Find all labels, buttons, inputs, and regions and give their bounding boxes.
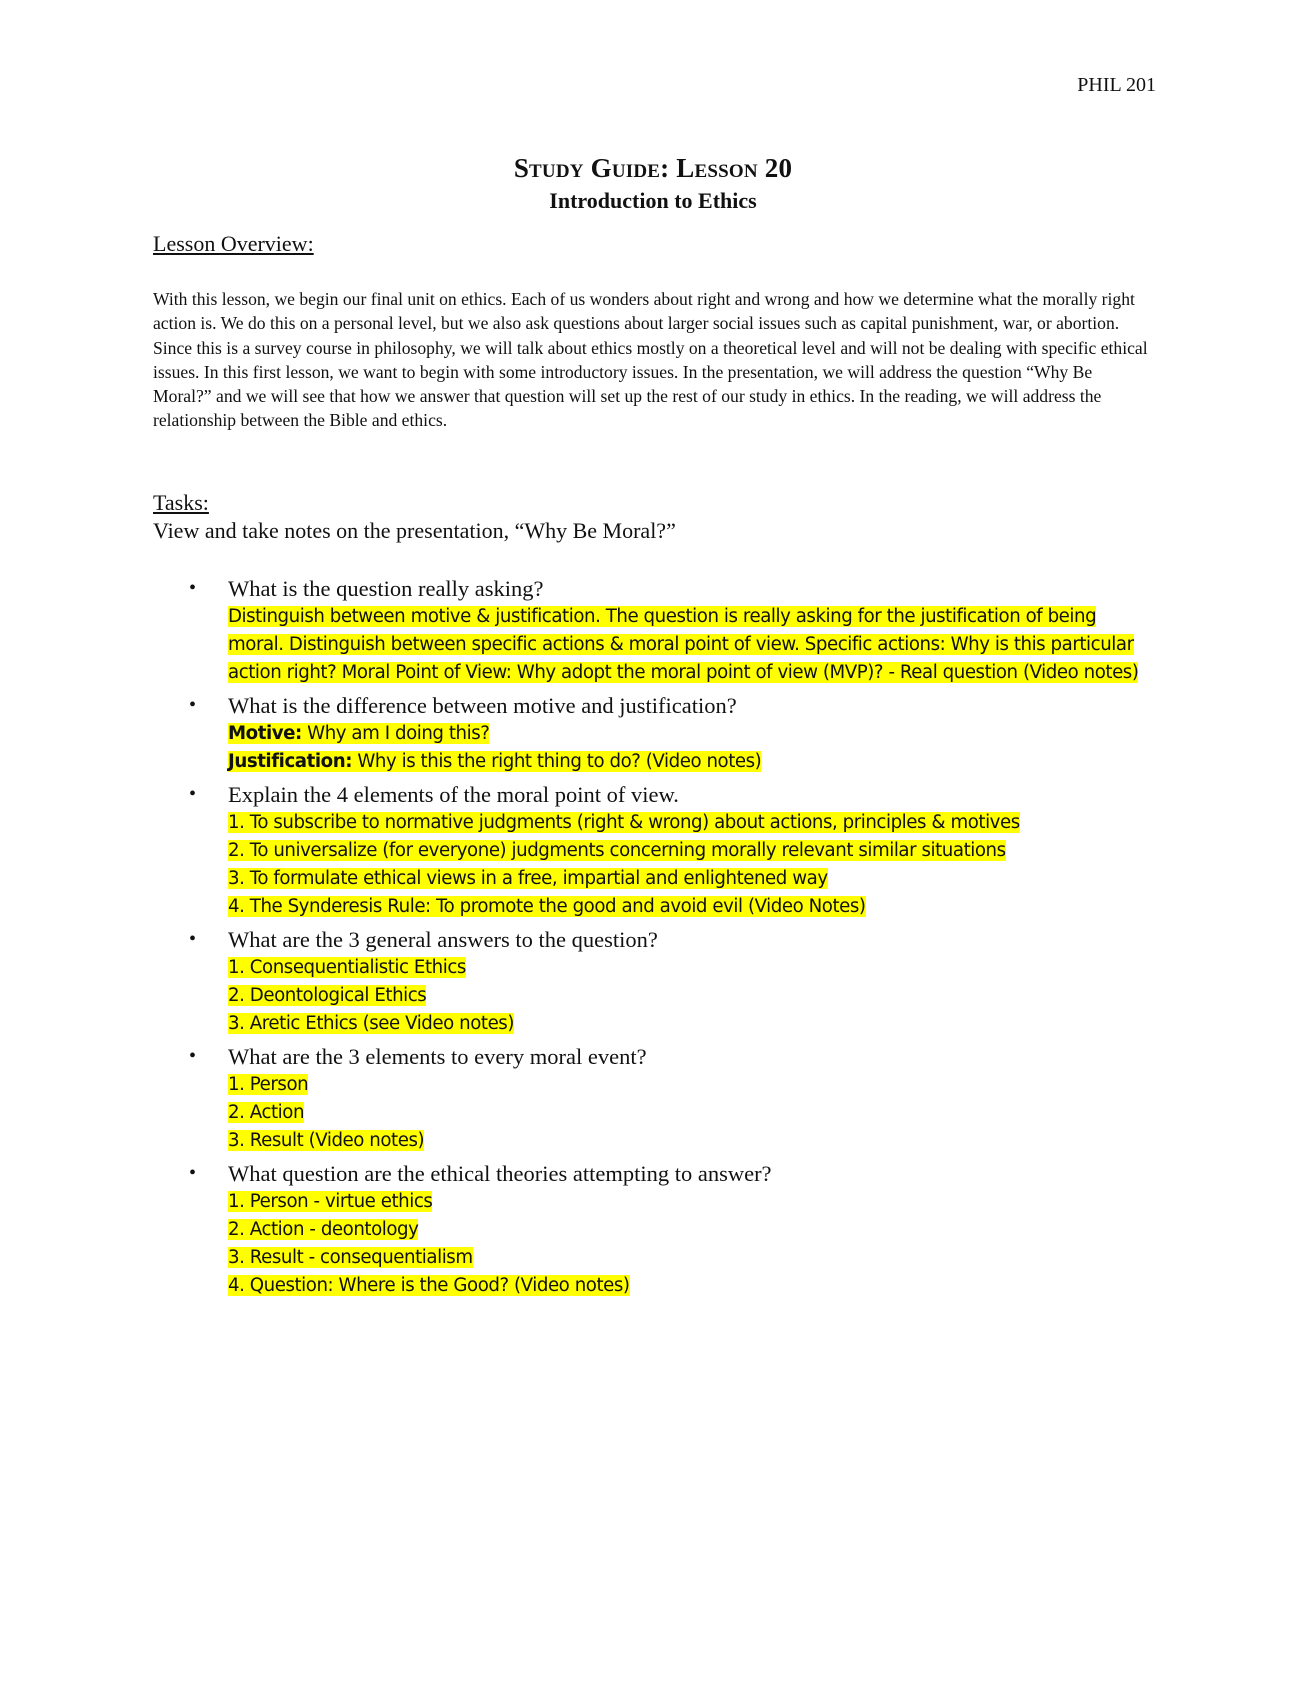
overview-heading: Lesson Overview: (153, 231, 314, 256)
list-item (0, 780, 1306, 921)
list-item (0, 925, 1306, 1038)
list-item (0, 691, 1306, 776)
answer-line (228, 982, 1153, 1010)
highlighted-answer: 2. Action - deontology (228, 1219, 419, 1240)
bullet-icon: • (189, 577, 197, 599)
highlighted-answer: 3. Result - consequentialism (228, 1247, 473, 1268)
bullet-icon: • (189, 1045, 197, 1067)
answer-line (228, 1216, 1153, 1244)
answer-line (228, 1010, 1153, 1038)
question-text: What question are the ethical theories attempting to answer? (228, 1161, 772, 1186)
tasks-heading: Tasks: (153, 490, 209, 515)
answer-line (228, 954, 1153, 982)
answer-line (228, 809, 1153, 837)
highlighted-answer: 1. Person (228, 1074, 309, 1095)
answer-label: Justification: (228, 751, 353, 772)
answer-line (228, 1099, 1153, 1127)
tasks-intro: View and take notes on the presentation, “Why Be Moral?” (153, 518, 676, 543)
highlighted-answer: 3. To formulate ethical views in a free, impartial and enlightened way (228, 868, 828, 889)
answer-label: Motive: (228, 723, 302, 744)
highlighted-answer: 3. Aretic Ethics (see Video notes) (228, 1013, 514, 1034)
question-text: What is the question really asking? (228, 576, 544, 601)
overview-paragraph: With this lesson, we begin our final unit on ethics. Each of us wonders about right and wrong and how we determine what the morally right action is. We do this on a personal level, but we also ask questions about larger social issues such as capital punishment, war, or abortion. Since this is a survey course in philosophy, we will talk about ethics mostly on a theoretical level and will not be dealing with specific ethical issues. In this first lesson, we want to begin with some introductory issues. In the presentation, we will address the question “Why Be Moral?” and we will see that how we answer that question will set up the rest of our study in ethics. In the reading, we will address the relationship between the Bible and ethics. (153, 289, 1148, 431)
highlighted-answer: 1. Person - virtue ethics (228, 1191, 433, 1212)
answer-text: Why am I doing this? (301, 723, 490, 744)
question-text: Explain the 4 elements of the moral point of view. (228, 782, 679, 807)
question-text: What are the 3 general answers to the question? (228, 927, 658, 952)
answer-block (228, 1071, 1153, 1155)
answer-line (228, 837, 1153, 865)
question-text: What are the 3 elements to every moral event? (228, 1044, 647, 1069)
highlighted-answer (228, 723, 489, 744)
answer-line (228, 1127, 1153, 1155)
bullet-icon: • (189, 694, 197, 716)
list-item (0, 1042, 1306, 1155)
highlighted-answer (228, 751, 761, 772)
answer-line (228, 720, 1153, 748)
answer-block (228, 1188, 1153, 1300)
answer-line (228, 865, 1153, 893)
answer-line (228, 893, 1153, 921)
highlighted-answer: 4. Question: Where is the Good? (Video notes) (228, 1275, 630, 1296)
highlighted-answer: 2. To universalize (for everyone) judgments concerning morally relevant similar situations (228, 840, 1006, 861)
answer-block (228, 954, 1153, 1038)
highlighted-answer: Distinguish between motive & justification. The question is really asking for the justification of being moral. Distinguish between specific actions & moral point of view. Specific actions: Why is this particular action right? Moral Point of View: Why adopt the moral point of view (MVP)? - Real question (Video notes) (228, 606, 1139, 683)
question-list (0, 574, 1306, 1304)
bullet-icon: • (189, 1162, 197, 1184)
answer-block (228, 603, 1153, 687)
highlighted-answer: 2. Action (228, 1102, 305, 1123)
page-subtitle: Introduction to Ethics (549, 188, 757, 213)
answer-line (228, 1188, 1153, 1216)
course-code: PHIL 201 (1077, 74, 1156, 96)
list-item (0, 574, 1306, 687)
bullet-icon: • (189, 783, 197, 805)
list-item (0, 1159, 1306, 1300)
answer-block (228, 809, 1153, 921)
answer-line (228, 1272, 1153, 1300)
highlighted-answer: 1. To subscribe to normative judgments (right & wrong) about actions, principles & motives (228, 812, 1020, 833)
highlighted-answer: 1. Consequentialistic Ethics (228, 957, 466, 978)
answer-line (228, 1244, 1153, 1272)
highlighted-answer: 4. The Synderesis Rule: To promote the good and avoid evil (Video Notes) (228, 896, 866, 917)
bullet-icon: • (189, 928, 197, 950)
answer-line (228, 748, 1153, 776)
answer-block (228, 720, 1153, 776)
answer-text: Why is this the right thing to do? (Video notes) (352, 751, 762, 772)
answer-line (228, 1071, 1153, 1099)
highlighted-answer: 3. Result (Video notes) (228, 1130, 425, 1151)
page-title: Study Guide: Lesson 20 (513, 153, 793, 183)
highlighted-answer: 2. Deontological Ethics (228, 985, 427, 1006)
question-text: What is the difference between motive and justification? (228, 693, 737, 718)
